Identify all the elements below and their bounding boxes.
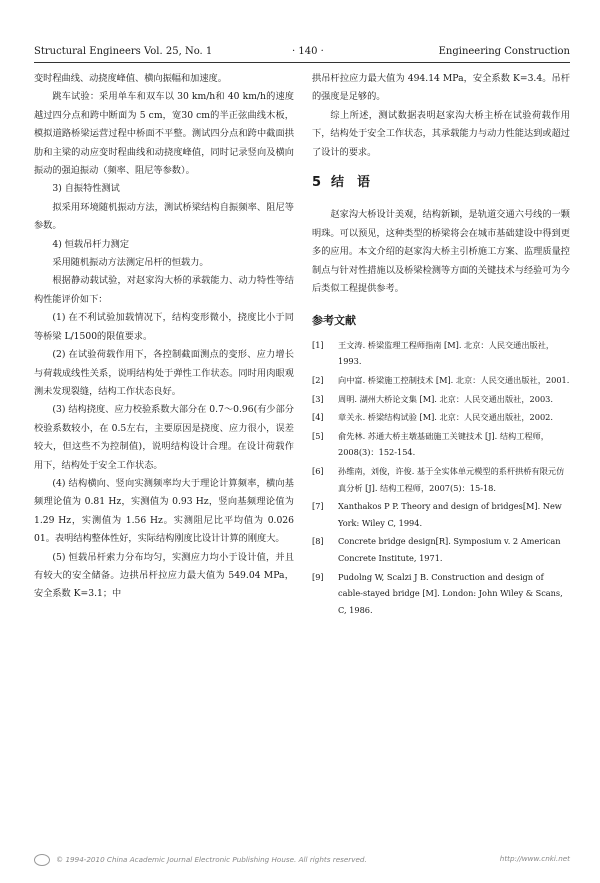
section-title: 结 语 bbox=[331, 175, 371, 191]
reference-text: 周明. 湖州大桥论文集 [M]. 北京：人民交通出版社，2003. bbox=[338, 393, 553, 404]
reference-item bbox=[312, 337, 570, 370]
body-paragraph: 跳车试验：采用单车和双车以 30 km/h和 40 km/h的速度越过四分点和跨中断面为 5 cm，宽30 cm的半正弦曲线木板，模拟道路桥梁运营过程中桥面不平整。测试四分点和跨中截面拱肋和主梁的动应变时程曲线和动挠度峰值，同时记录竖向及横向振动的强迫振动（频率、阻尼等参数）。 bbox=[34, 91, 294, 177]
reference-text: 向中富. 桥梁施工控制技术 [M]. 北京：人民交通出版社，2001. bbox=[338, 375, 570, 386]
running-header bbox=[34, 44, 570, 63]
reference-text: Pudolng W, Scalzi J B. Construction and design of cable-stayed bridge [M]. London: John Wiley & Scans, C, 1986. bbox=[338, 571, 563, 615]
body-paragraph: (2) 在试验荷载作用下，各控制截面测点的变形、应力增长与荷载成线性关系，说明结构处于弹性工作状态。同时用肉眼观测未发现裂缝，结构工作状态良好。 bbox=[34, 349, 294, 397]
right-column bbox=[312, 70, 570, 620]
page-footer bbox=[34, 854, 570, 866]
reference-text: 王文涛. 桥梁监理工程师指南 [M]. 北京：人民交通出版社，1993. bbox=[338, 339, 555, 367]
reference-item bbox=[312, 391, 570, 408]
section-heading bbox=[312, 174, 570, 192]
body-paragraph: (4) 结构横向、竖向实测频率均大于理论计算频率，横向基频理论值为 0.81 Hz，实测值为 0.93 Hz，竖向基频理论值为 1.29 Hz，实测值为 1.56 Hz。实测阻尼比平均值为 0.026 01。表明结构整体性好，实际结构刚度比设计计算的刚度大。 bbox=[34, 477, 294, 545]
body-paragraph: 拟采用环境随机振动方法，测试桥梁结构自振频率、阻尼等参数。 bbox=[34, 201, 294, 232]
body-paragraph: (1) 在不利试验加载情况下，结构变形微小，挠度比小于同等桥梁 L/1500的限值要求。 bbox=[34, 312, 294, 342]
reference-number: [2] bbox=[312, 375, 324, 386]
journal-name: Structural Engineers Vol. 25, No. 1 bbox=[34, 46, 213, 57]
body-paragraph: 变时程曲线、动挠度峰值、横向振幅和加速度。 bbox=[34, 73, 227, 84]
cnki-logo-icon bbox=[34, 854, 50, 866]
reference-number: [8] bbox=[312, 536, 324, 547]
reference-number: [5] bbox=[312, 430, 324, 441]
reference-item bbox=[312, 372, 570, 389]
reference-item bbox=[312, 428, 570, 461]
reference-number: [9] bbox=[312, 571, 324, 582]
reference-number: [7] bbox=[312, 501, 324, 512]
reference-item bbox=[312, 409, 570, 426]
body-paragraph: (5) 恒载吊杆索力分布均匀，实测应力均小于设计值，并且有较大的安全储备。边拱吊杆拉应力最大值为 549.04 MPa，安全系数 K=3.1；中 bbox=[34, 551, 294, 600]
reference-text: 俞先林. 苏通大桥主墩基础施工关键技术 [J]. 结构工程师，2008(3)：152-154. bbox=[338, 430, 549, 458]
references-heading: 参考文献 bbox=[312, 314, 356, 328]
right-intro bbox=[312, 70, 570, 162]
reference-item bbox=[312, 533, 570, 566]
reference-item bbox=[312, 498, 570, 531]
left-column bbox=[34, 70, 294, 604]
reference-number: [6] bbox=[312, 466, 324, 477]
body-paragraph: 4) 恒载吊杆力测定 bbox=[52, 238, 130, 250]
body-paragraph: (3) 结构挠度、应力校验系数大部分在 0.7～0.96(有少部分校验系数较小，在 0.5左右，主要原因是挠度、应力很小，误差较大，但这些不为控制值)，说明结构设计合理。在设计荷载作用下，结构处于安全工作状态。 bbox=[34, 404, 294, 471]
reference-text: Concrete bridge design[R]. Symposium v. 2 American Concrete Institute, 1971. bbox=[338, 536, 561, 563]
reference-number: [1] bbox=[312, 339, 324, 350]
body-paragraph: 3) 自振特性测试 bbox=[52, 183, 120, 195]
body-paragraph: 根据静动载试验，对赵家沟大桥的承载能力、动力特性等结构性能评价如下： bbox=[34, 275, 294, 305]
section-number: 5 bbox=[312, 175, 322, 191]
reference-text: Xanthakos P P. Theory and design of bridges[M]. New York: Wiley C, 1994. bbox=[338, 501, 562, 528]
conclusion-paragraph: 赵家沟大桥设计美观，结构新颖，是轨道交通六号线的一颗明珠。可以预见，这种类型的桥梁将会在城市基础建设中得到更多的应用。本文介绍的赵家沟大桥主引桥施工方案、监理质量控制点与针对性措施以及桥梁检测等方面的关键技术与经验可为今后类似工程提供参考。 bbox=[312, 209, 570, 295]
body-paragraph: 综上所述，测试数据表明赵家沟大桥主桥在试验荷载作用下，结构处于安全工作状态，其承载能力与动力性能达到或超过了设计的要求。 bbox=[312, 109, 570, 158]
reference-text: 章关永. 桥梁结构试验 [M]. 北京：人民交通出版社，2002. bbox=[338, 412, 553, 423]
reference-item bbox=[312, 463, 570, 496]
journal-section: Engineering Construction bbox=[438, 46, 570, 57]
footer-url: http://www.cnki.net bbox=[499, 854, 570, 863]
reference-text: 孙维南，刘俊，许俊. 基于全实体单元模型的系杆拱桥有限元仿真分析 [J]. 结构工程师，2007(5)：15-18. bbox=[338, 466, 565, 493]
reference-number: [3] bbox=[312, 393, 324, 404]
body-paragraph: 采用随机振动方法测定吊杆的恒载力。 bbox=[52, 257, 209, 269]
body-paragraph: 拱吊杆拉应力最大值为 494.14 MPa，安全系数 K=3.4。吊杆的强度是足够的。 bbox=[312, 73, 570, 103]
reference-number: [4] bbox=[312, 412, 324, 423]
reference-list bbox=[312, 337, 570, 619]
copyright-text: © 1994-2010 China Academic Journal Electronic Publishing House. All rights reserved. bbox=[56, 855, 367, 864]
page-number: · 140 · bbox=[292, 46, 324, 57]
reference-item bbox=[312, 569, 570, 619]
